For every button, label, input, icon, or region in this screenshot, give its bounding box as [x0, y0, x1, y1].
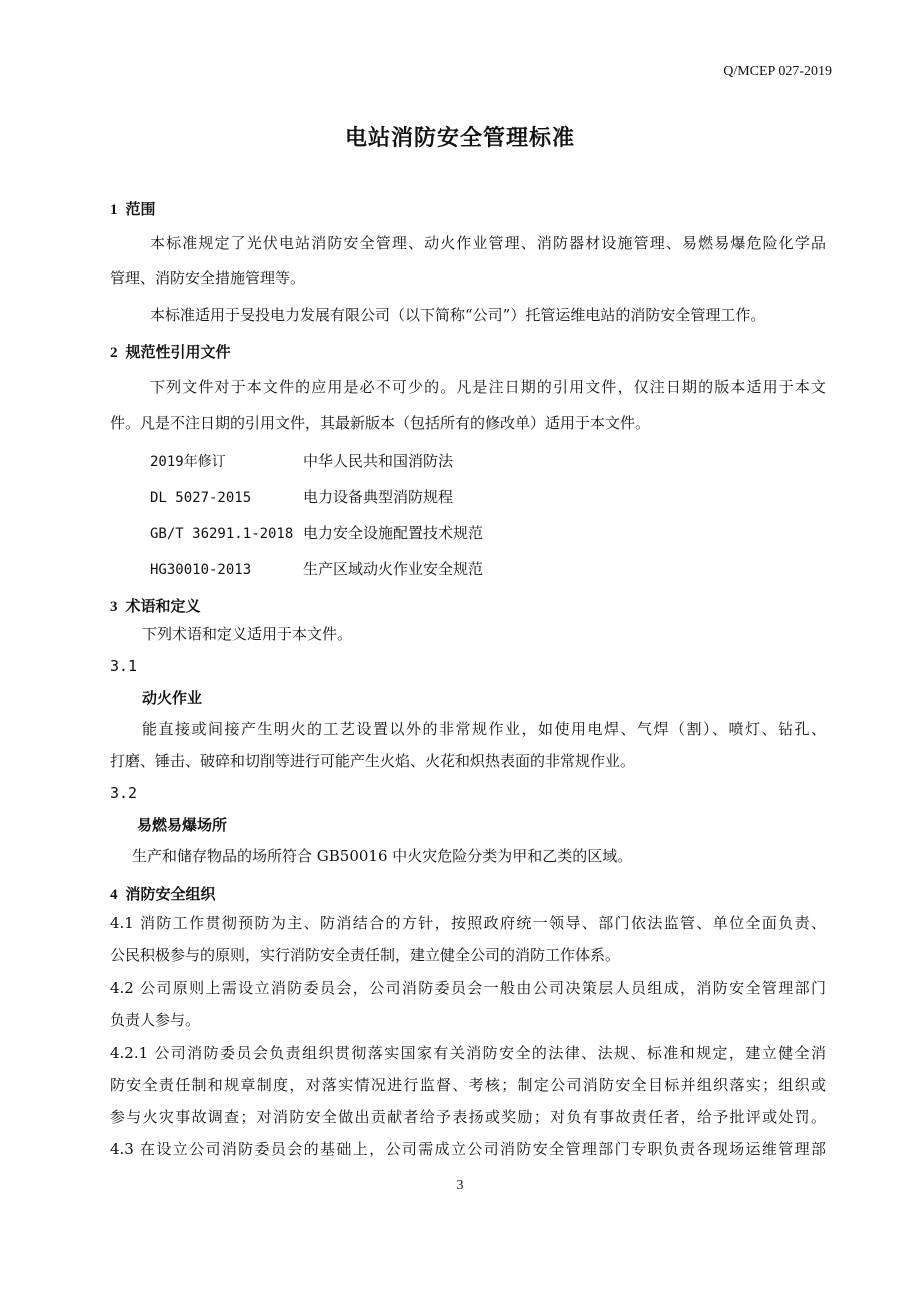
- clause-4-2-line-2: 负责人参与。: [110, 1011, 201, 1029]
- term-number: 3.2: [110, 784, 138, 802]
- section-4-heading: 4 消防安全组织: [110, 885, 216, 903]
- reference-item: GB/T 36291.1-2018 电力安全设施配置技术规范: [150, 524, 484, 542]
- clause-4-2-1-line-1: 4.2.1 公司消防委员会负责组织贯彻落实国家有关消防安全的法律、法规、标准和规定，建立健全消: [110, 1044, 826, 1062]
- section-1-heading: 1 范围: [110, 200, 156, 218]
- term-title: 动火作业: [142, 689, 203, 707]
- section-2-paragraph-line-2: 件。凡是不注日期的引用文件，其最新版本（包括所有的修改单）适用于本文件。: [110, 414, 651, 432]
- clause-4-1-line-1: 4.1 消防工作贯彻预防为主、防消结合的方针，按照政府统一领导、部门依法监管、单位全面负责、: [110, 914, 826, 932]
- document-code: Q/MCEP 027-2019: [723, 64, 832, 79]
- clause-4-2-1-line-2: 防安全责任制和规章制度，对落实情况进行监督、考核；制定公司消防安全目标并组织落实；组织或: [110, 1076, 826, 1094]
- page-number: 3: [456, 1178, 464, 1193]
- clause-4-2-line-1: 4.2 公司原则上需设立消防委员会，公司消防委员会一般由公司决策层人员组成，消防安全管理部门: [110, 979, 826, 997]
- reference-item: 2019年修订 中华人民共和国消防法: [150, 452, 454, 470]
- section-2-heading: 2 规范性引用文件: [110, 343, 231, 361]
- clause-4-1-line-2: 公民积极参与的原则，实行消防安全责任制，建立健全公司的消防工作体系。: [110, 946, 621, 964]
- term-definition-line-1: 生产和储存物品的场所符合 GB50016 中火灾危险分类为甲和乙类的区域。: [132, 847, 633, 865]
- reference-item: DL 5027-2015 电力设备典型消防规程: [150, 488, 454, 506]
- term-definition-line-2: 打磨、锤击、破碎和切削等进行可能产生火焰、火花和炽热表面的非常规作业。: [110, 752, 636, 770]
- term-title: 易燃易爆场所: [137, 816, 228, 834]
- section-2-paragraph-line-1: 下列文件对于本文件的应用是必不可少的。凡是注日期的引用文件，仅注日期的版本适用于本文: [150, 378, 826, 396]
- term-definition-line-1: 能直接或间接产生明火的工艺设置以外的非常规作业，如使用电焊、气焊（割）、喷灯、钻孔、: [142, 720, 826, 738]
- term-number: 3.1: [110, 657, 138, 675]
- reference-item: HG30010-2013 生产区域动火作业安全规范: [150, 560, 484, 578]
- section-3-heading: 3 术语和定义: [110, 597, 201, 615]
- section-3-intro: 下列术语和定义适用于本文件。: [142, 625, 353, 643]
- clause-4-2-1-line-3: 参与火灾事故调查；对消防安全做出贡献者给予表扬或奖励；对负有事故责任者，给予批评或处罚。: [110, 1108, 826, 1126]
- section-1-paragraph-2: 本标准适用于旻投电力发展有限公司（以下简称“公司”）托管运维电站的消防安全管理工作。: [150, 306, 766, 324]
- clause-4-3-line-1: 4.3 在设立公司消防委员会的基础上，公司需成立公司消防安全管理部门专职负责各现场运维管理部: [110, 1140, 826, 1158]
- section-1-paragraph-1-line-1: 本标准规定了光伏电站消防安全管理、动火作业管理、消防器材设施管理、易燃易爆危险化学品: [150, 234, 826, 252]
- document-title: 电站消防安全管理标准: [344, 126, 575, 151]
- section-1-paragraph-1-line-2: 管理、消防安全措施管理等。: [110, 269, 306, 287]
